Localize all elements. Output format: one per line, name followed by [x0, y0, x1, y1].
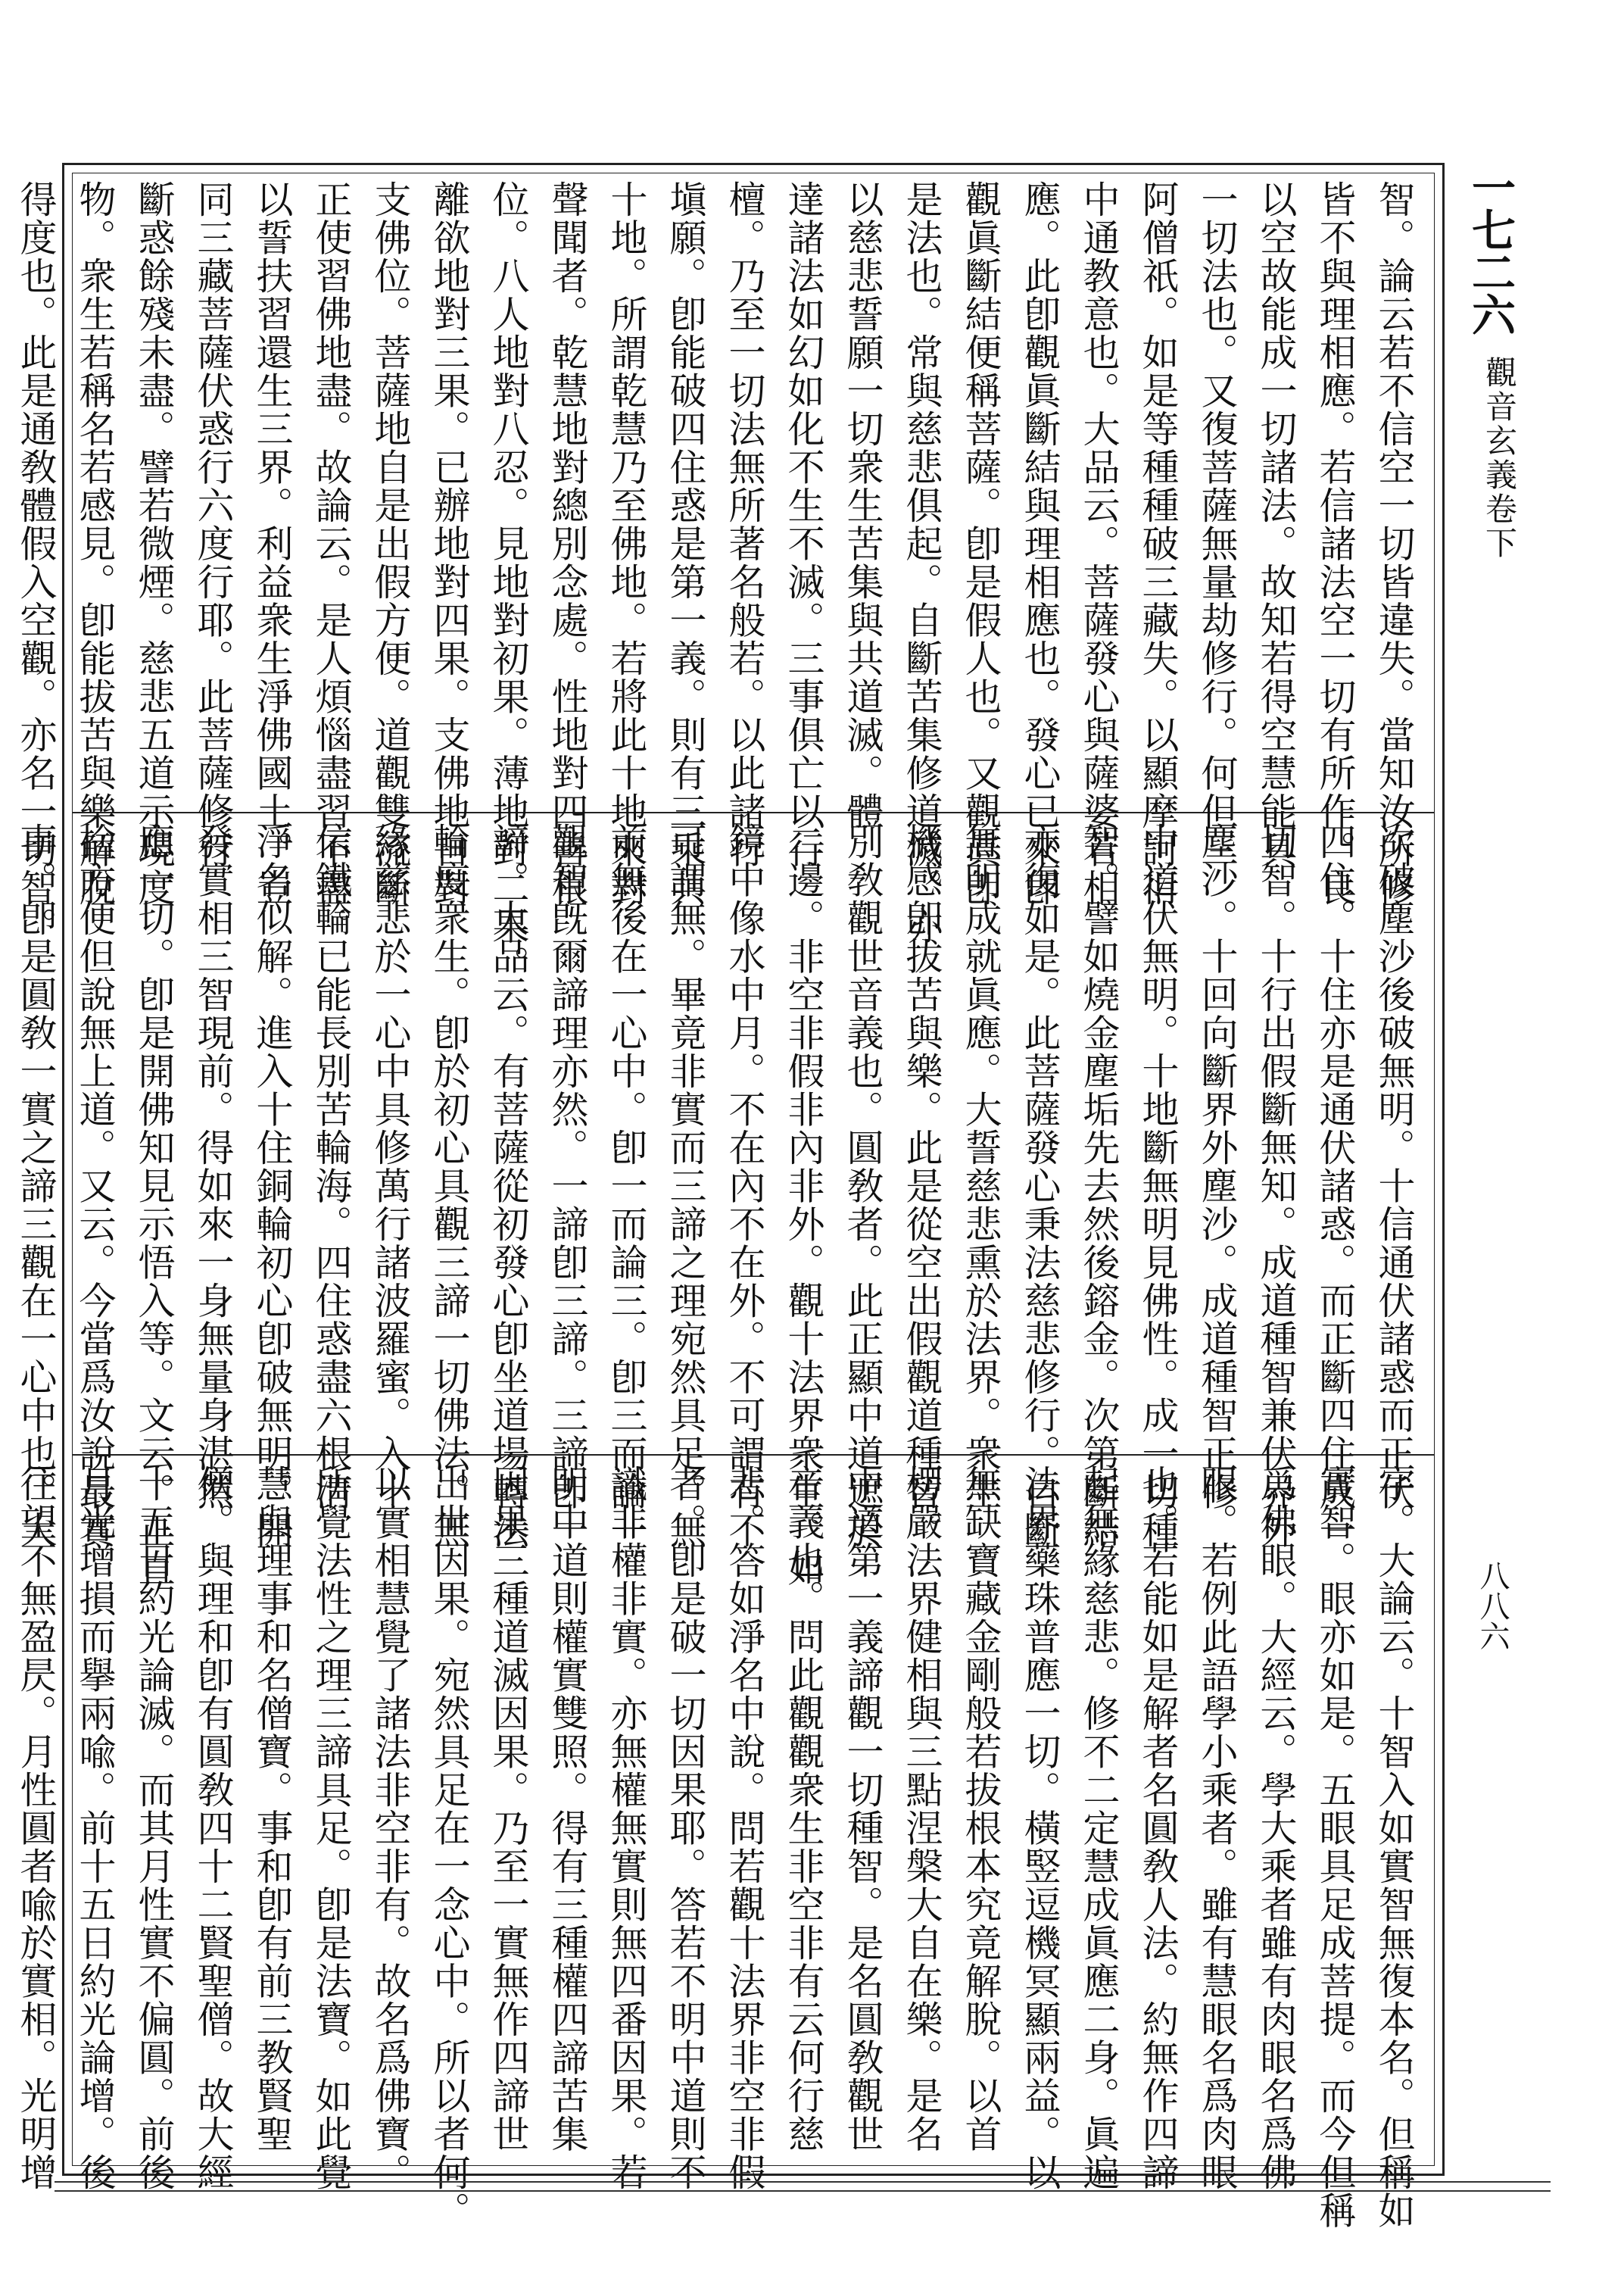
- text-column: 皆不與理相應。若信諸法空一切有所作。良: [1314, 180, 1357, 907]
- text-column: 法界藥珠普應一切。橫竪逗機冥顯兩益。以: [1018, 1465, 1061, 2192]
- text-column: 別敎觀世音義也。圓敎者。此正顯中道遮於: [841, 822, 884, 1550]
- text-column: 識非權非實。亦無權無實則無四番因果。若: [605, 1465, 648, 2192]
- text-panel-top: [14, 180, 1423, 984]
- text-column: 是法也。常與慈悲俱起。自斷苦集修道滅。亦: [900, 180, 943, 945]
- leaf-number: 一七二六: [1464, 165, 1516, 335]
- text-column: 同三藏菩薩伏惑行六度行耶。此菩薩修行: [192, 180, 235, 869]
- footer-rule-2: [55, 2190, 1551, 2192]
- text-column: 以慈悲誓願一切衆生苦集與共道滅。體: [841, 180, 884, 831]
- text-column: 離欲地對三果。已辦地對四果。支佛地自對: [428, 180, 471, 907]
- text-column: 十地。所謂乾慧乃至佛地。若將此十地來對: [605, 180, 648, 907]
- panel-text: [14, 822, 1423, 1587]
- text-column: 以空故能成一切諸法。故知若得空慧能具: [1255, 180, 1298, 869]
- text-column: 應。此卽觀眞斷結與理相應也。發心已來卽: [1018, 180, 1061, 907]
- text-column: 出世因果。宛然具足在一念心中。所以者何。: [428, 1465, 471, 2230]
- text-panel-bottom: [14, 1465, 1423, 2230]
- text-column: 無缺寶藏金剛般若拔根本究竟解脫。以首: [959, 1465, 1002, 2153]
- text-column: 發實相三智現前。得如來一身無量身湛然: [192, 822, 235, 1511]
- text-column: 信鐵輪已能長別苦輪海。四住惑盡六根淸: [310, 822, 353, 1511]
- text-column: 亦復如是。此菩薩發心秉法慈悲修行。自斷: [1018, 822, 1061, 1550]
- footer-rule-1: [55, 2181, 1551, 2183]
- text-column: 前無後在一心中。卽一而論三。卽三而論一。: [605, 822, 648, 1587]
- text-column: 可謂無。畢竟非實而三諦之理宛然具足。無: [664, 822, 707, 1550]
- text-column: 緣慈悲於一心中具修萬行諸波羅蜜。入十: [369, 822, 412, 1511]
- text-column: 爲佛眼。大經云。學大乘者雖有肉眼名爲佛: [1255, 1465, 1298, 2192]
- text-column: 位。八人地對八忍。見地對初果。薄地對二果。: [487, 180, 530, 984]
- text-column: 觀智旣爾諦理亦然。一諦卽三諦。三諦卽一: [546, 822, 589, 1550]
- text-column: 因果三種道滅因果。乃至一實無作四諦世: [487, 1465, 530, 2153]
- text-column: 僧。與理和卽有圓敎四十二賢聖僧。故大經: [192, 1465, 235, 2192]
- text-column: 中道伏無明。十地斷無明見佛性。成一切種: [1136, 822, 1180, 1550]
- text-column: 慧與理事和名僧寶。事和卽有前三教賢聖: [251, 1465, 294, 2153]
- text-column: 輪度衆生。卽於初心具觀三諦一切佛法。無: [428, 822, 471, 1550]
- text-column: 觀眞斷結便稱菩薩。卽是假人也。又觀眞卽: [959, 180, 1002, 907]
- text-column: 無明成就眞應。大誓慈悲熏於法界。衆生: [959, 822, 1002, 1511]
- text-column: 中通教意也。大品云。菩薩發心與薩婆若相: [1077, 180, 1121, 907]
- text-column: 聲聞者。乾慧地對總別念處。性地對四善根: [546, 180, 589, 907]
- panel-text: [14, 180, 1423, 984]
- text-column: 事。卽是圓敎一實之諦三觀在一心中也。大: [14, 822, 58, 1550]
- text-column: 起無緣慈悲。修不二定慧成眞應二身。眞遍: [1077, 1465, 1121, 2192]
- text-column: 鏡中像水中月。不在內不在外。不可謂有不: [723, 822, 766, 1550]
- text-column: 機感卽拔苦與樂。此是從空出假觀道種智。: [900, 822, 943, 1550]
- text-column: 字。大論云。十智入如實智無復本名。但稱如: [1373, 1465, 1416, 2230]
- text-column: 切智。十行出假斷無知。成道種智兼伏界外: [1255, 822, 1298, 1550]
- text-column: 支佛位。菩薩地自是出假方便。道觀雙流斷: [369, 180, 412, 907]
- text-column: 智。譬如燒金塵垢先去然後鎔金。次第斷結: [1077, 822, 1121, 1550]
- book-title: 觀音玄義卷下: [1481, 356, 1518, 560]
- text-column: 四住。十住亦是通伏諸惑。而正斷四住成一: [1314, 822, 1357, 1550]
- text-column: 楞嚴法界健相與三點涅槃大自在樂。是名: [900, 1465, 943, 2153]
- text-column: 月光增損而擧兩喩。前十五日約光論增。後: [73, 1465, 117, 2192]
- text-column: 一切法也。又復菩薩無量劫修行。何但三: [1195, 180, 1239, 869]
- text-column: 次破塵沙後破無明。十信通伏諸惑而正伏: [1373, 822, 1416, 1511]
- text-column: 明中道則權實雙照。得有三種權四諦苦集: [546, 1465, 589, 2153]
- text-column: 所覺法性之理三諦具足。卽是法寶。如此覺: [310, 1465, 353, 2192]
- text-column: 正使習佛地盡。故論云。是人煩惱盡習不盡。: [310, 180, 353, 945]
- text-column: 十五日約光論滅。而其月性實不偏圓。前後: [132, 1465, 176, 2192]
- text-column: 檀。乃至一切法無所著名般若。以此諸行: [723, 180, 766, 869]
- text-column: 塵沙。十回向斷界外塵沙。成道種智正修: [1195, 822, 1239, 1511]
- panel-text: [14, 1465, 1423, 2230]
- text-column: 淨名似解。進入十住銅輪初心卽破無明。開: [251, 822, 294, 1550]
- running-header: [1457, 165, 1522, 695]
- text-column: 音義也。問此觀觀衆生非空非有云何行慈: [782, 1465, 825, 2153]
- text-column: 斷惑餘殘未盡。譬若微煙。慈悲五道示現度: [132, 180, 176, 907]
- text-column: 物。衆生若稱名若感見。卽能拔苦與樂解脫: [73, 180, 117, 907]
- text-column: 諦。大品云。有菩薩從初發心卽坐道場轉法: [487, 822, 530, 1550]
- text-column: 也。若能如是解者名圓敎人法。約無作四諦: [1136, 1465, 1180, 2192]
- text-column: 以實相慧覺了諸法非空非有。故名爲佛寶。: [369, 1465, 412, 2192]
- text-column: 中道第一義諦觀一切種智。是名圓敎觀世: [841, 1465, 884, 2153]
- text-column: 阿僧祇。如是等種種破三藏失。以顯摩訶衍: [1136, 180, 1180, 907]
- text-column: 達諸法如幻如化不生不滅。三事俱亡以行: [782, 180, 825, 869]
- page-number: 八八六: [1475, 1560, 1510, 1651]
- text-column: 眼。若例此語學小乘者。雖有慧眼名爲肉眼: [1195, 1465, 1239, 2192]
- text-column: 智。論云若不信空一切皆違失。當知汝所修: [1373, 180, 1416, 907]
- text-column: 得度也。此是通敎體假入空觀。亦名一切智。: [14, 180, 58, 945]
- text-column: 往望不無盈昃。月性圓者喩於實相。光明增: [14, 1465, 58, 2192]
- text-column: 以誓扶習還生三界。利益衆生淨佛國土。豈: [251, 180, 294, 907]
- text-column: 應一切。卽是開佛知見示悟入等。文云。正直: [132, 822, 176, 1587]
- text-panel-middle: [14, 822, 1423, 1587]
- text-column: 者。卽是破一切因果耶。答若不明中道則不: [664, 1465, 707, 2192]
- text-column: 實智。眼亦如是。五眼具足成菩提。而今但稱: [1314, 1465, 1357, 2230]
- text-column: 二邊。非空非假非內非外。觀十法界衆生。如: [782, 822, 825, 1587]
- text-column: 捨方便但說無上道。又云。今當爲汝說最實: [73, 822, 117, 1550]
- text-column: 塡願。卽能破四住惑是第一義。則有三乘共: [664, 180, 707, 907]
- text-column: 悲。答如淨名中說。問若觀十法界非空非假: [723, 1465, 766, 2192]
